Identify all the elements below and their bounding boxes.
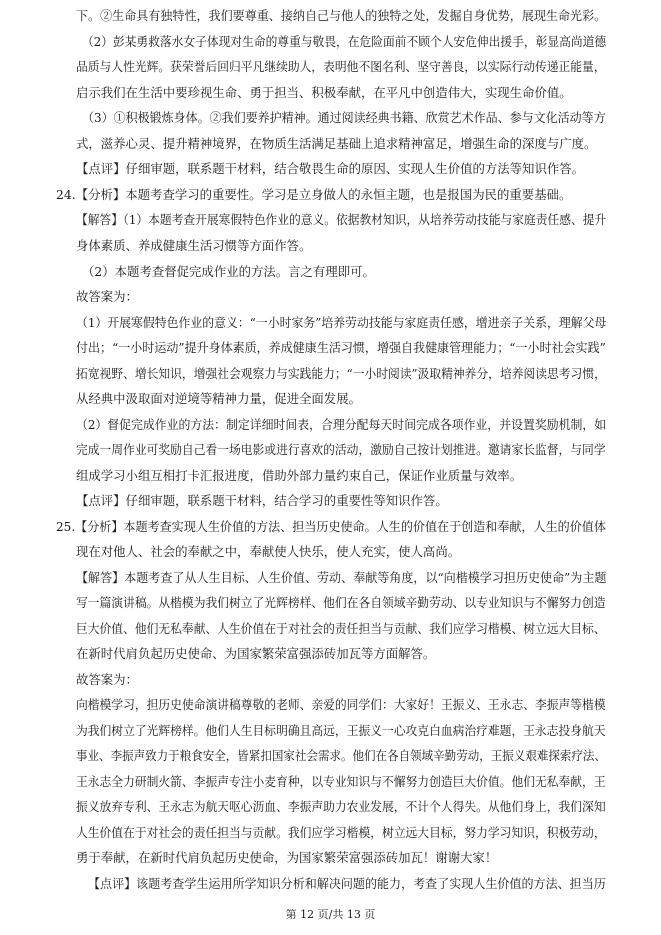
text-line: 下。②生命具有独特性，我们要尊重、接纳自己与他人的独特之处，发掘自身优势，展现生命光彩。	[76, 8, 607, 23]
text-line: 式，滋养心灵、提升精神境界，在物质生活满足基础上追求精神富足，增强生命的深度与广度。	[76, 136, 597, 151]
text-line: 事业、李振声致力于粮食安全，皆紧扣国家社会需求。他们在各自领域辛勤劳动，王振义艰难探索疗法、	[76, 748, 606, 763]
text-line: 身体素质、养成健康生活习惯等方面作答。	[76, 238, 312, 253]
text-line: 在新时代肩负起历史使命、为国家繁荣富强添砖加瓦等方面解答。	[76, 646, 436, 661]
text-line: 完成一周作业可奖励自己看一场电影或进行喜欢的活动，激励自己按计划推进。邀请家长监督，与同学	[76, 442, 606, 457]
text-line: 【点评】仔细审题，联系题干材料，结合敬畏生命的原因、实现人生价值的方法等知识作答。	[76, 161, 585, 176]
text-line: 【点评】该题考查学生运用所学知识分析和解决问题的能力，考查了实现人生价值的方法、担当历	[88, 876, 606, 891]
question-25-heading: 25.【分析】本题考查实现人生价值的方法、担当历史使命。人生的价值在于创造和奉献，人生的价值体	[56, 519, 606, 534]
text-line: 从经典中汲取面对逆境等精神力量，促进全面发展。	[76, 391, 361, 406]
text-line: 故答案为：	[76, 672, 138, 687]
page-footer: 第 12 页/共 13 页	[285, 908, 376, 921]
text-line: 组成学习小组互相打卡汇报进度，借助外部力量约束自己，保证作业质量与效率。	[76, 468, 523, 483]
text-line: 付出；“一小时运动”提升身体素质，养成健康生活习惯，增强自我健康管理能力；“一小时社会实践”	[76, 340, 606, 355]
question-24-heading: 24.【分析】本题考查学习的重要性。学习是立身做人的永恒主题，也是报国为民的重要基础。	[56, 187, 572, 202]
text-line: 【解答】本题考查了从人生目标、人生价值、劳动、奉献等角度，以“向楷模学习担历史使命”为主题	[76, 570, 607, 585]
text-line: （2）本题考查督促完成作业的方法。言之有理即可。	[82, 264, 375, 279]
text-line: 巨大价值、他们无私奉献、人生价值在于对社会的责任担当与贡献、我们应学习楷模、树立远大目标、	[76, 621, 606, 636]
text-line: 振义放弃专利、王永志为航天呕心沥血、李振声助力农业发展，不计个人得失。从他们身上，我们深知	[76, 799, 606, 814]
text-line: 【点评】仔细审题，联系题干材料，结合学习的重要性等知识作答。	[76, 493, 448, 508]
text-line: （1）开展寒假特色作业的意义：“一小时家务”培养劳动技能与家庭责任感，增进亲子关系，理解父母	[76, 315, 607, 330]
text-line: 【解答】（1）本题考查开展寒假特色作业的意义。依据教材知识，从培养劳动技能与家庭责任感、提升	[76, 212, 607, 227]
text-line: 启示我们在生活中要珍视生命、勇于担当、积极奉献，在平凡中创造伟大，实现生命价值。	[76, 85, 572, 100]
text-line: 人生价值在于对社会的责任担当与贡献。我们应学习楷模，树立远大目标，努力学习知识，积极劳动，	[76, 825, 606, 840]
text-line: （2）督促完成作业的方法：制定详细时间表，合理分配每天时间完成各项作业，并设置奖励机制，如	[76, 417, 607, 432]
text-line: 王永志全力研制火箭、李振声专注小麦育种，以专业知识与不懈努力创造巨大价值。他们无私奉献，王	[76, 774, 606, 789]
text-line: 拓宽视野、增长知识，增强社会观察力与实践能力；“一小时阅读”汲取精神养分，培养阅读思考习惯，	[76, 366, 606, 381]
text-line: 勇于奉献，在新时代肩负起历史使命，为国家繁荣富强添砖加瓦！谢谢大家！	[76, 850, 498, 865]
text-line: 写一篇演讲稿。从楷模为我们树立了光辉榜样、他们在各自领域辛勤劳动、以专业知识与不懈努力创造	[76, 595, 606, 610]
text-line: 向楷模学习，担历史使命演讲稿尊敬的老师、亲爱的同学们：大家好！王振义、王永志、李振声等楷模	[76, 697, 606, 712]
text-line: 为我们树立了光辉榜样。他们人生目标明确且高远，王振义一心攻克白血病治疗难题，王永志投身航天	[76, 723, 606, 738]
text-line: 现在对他人、社会的奉献之中，奉献使人快乐，使人充实，使人高尚。	[76, 544, 461, 559]
text-line: （3）①积极锻炼身体。②我们要养护精神。通过阅读经典书籍、欣赏艺术作品、参与文化活动等方	[82, 110, 606, 125]
text-line: 故答案为：	[76, 289, 138, 304]
text-line: 品质与人性光辉。获荣誉后回归平凡继续助人，表明他不图名利、坚守善良，以实际行动传递正能量，	[76, 59, 606, 74]
text-line: （2）彭某勇救落水女子体现对生命的尊重与敬畏，在危险面前不顾个人安危伸出援手，彰显高尚道德	[82, 34, 607, 49]
